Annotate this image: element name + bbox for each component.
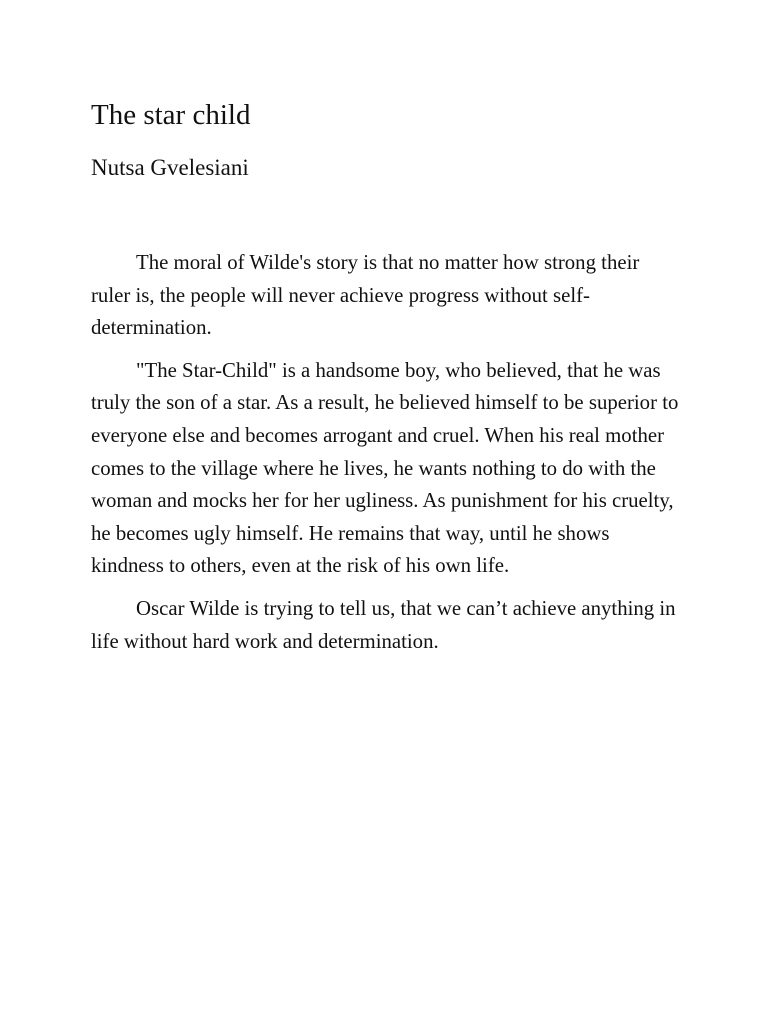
paragraph-2: "The Star-Child" is a handsome boy, who believed, that he was truly the son of a star. As a result, he believed himself to be superior to everyone else and becomes arrogant and cruel. When his real mother comes to the village where he lives, he wants nothing to do with the woman and mocks her for her ugliness. As punishment for his cruelty, he becomes ugly himself. He remains that way, until he shows kindness to others, even at the risk of his own life. (91, 358, 679, 578)
document-body (91, 247, 681, 668)
document-title: The star child (91, 99, 251, 131)
paragraph-1: The moral of Wilde's story is that no matter how strong their ruler is, the people will never achieve progress without self-determination. (91, 251, 640, 340)
author-name: Nutsa Gvelesiani (91, 155, 249, 180)
paragraph-3: Oscar Wilde is trying to tell us, that we can’t achieve anything in life without hard work and determination. (91, 596, 676, 653)
